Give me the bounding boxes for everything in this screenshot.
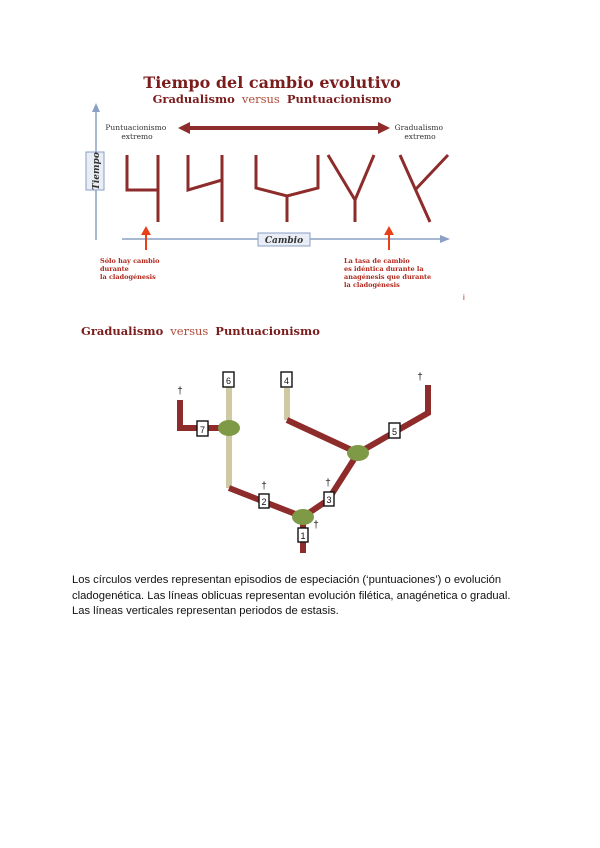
- svg-text:7: 7: [199, 425, 206, 435]
- caption-line-2: cladogenética. Las líneas oblicuas representan evolución filética, anagénetica o gradual.: [72, 589, 511, 602]
- label-6: [223, 372, 234, 387]
- label-2: [259, 494, 269, 508]
- label-5: [389, 423, 400, 438]
- pattern-gradual: [328, 155, 374, 222]
- heading-gradualismo: Gradualismo: [81, 324, 164, 338]
- label-4: [281, 372, 292, 387]
- tempo-figure: [0, 0, 600, 310]
- figure-title: Tiempo del cambio evolutivo: [143, 73, 401, 92]
- pattern-punctuated: [188, 155, 222, 222]
- left-note: Sólo hay cambio durante la cladogénesis: [100, 257, 160, 281]
- x-axis-label: Cambio: [264, 236, 304, 246]
- pattern-gradual-extreme: [400, 155, 448, 222]
- caption-line-1: Los círculos verdes representan episodios de especiación (‘puntuaciones’) o evolución: [72, 574, 502, 586]
- speciation-circle-lower: [292, 509, 314, 525]
- speciation-circle-left: [218, 420, 240, 436]
- svg-text:1: 1: [300, 531, 306, 541]
- corner-mark: i: [463, 293, 465, 302]
- label-7: [197, 421, 208, 436]
- y-axis-label: Tiempo: [92, 152, 102, 190]
- subtitle-gradualismo: Gradualismo: [152, 92, 235, 106]
- stasis-segments: [229, 385, 287, 488]
- right-extreme-label: Gradualismo extremo: [394, 123, 444, 141]
- spectrum-double-arrow: [178, 122, 390, 134]
- speciation-circle-middle: [347, 445, 369, 461]
- svg-text:5: 5: [391, 427, 398, 437]
- subtitle-versus: versus: [241, 92, 280, 106]
- svg-text:6: 6: [225, 376, 232, 386]
- dagger-7: †: [177, 386, 183, 397]
- right-note: La tasa de cambio es idéntica durante la anagénesis que durante la cladogénesis: [344, 257, 432, 289]
- figure-subtitle: [153, 92, 392, 106]
- label-1: [298, 528, 308, 542]
- pattern-intermediate: [256, 155, 318, 222]
- svg-text:2: 2: [261, 497, 267, 507]
- left-extreme-label: Puntuacionismo extremo: [105, 123, 167, 141]
- label-3: [324, 492, 334, 506]
- extinction-marks: [177, 372, 423, 531]
- phylogeny-figure: [0, 315, 600, 565]
- caption-line-3: Las líneas verticales representan periodos de estasis.: [72, 605, 339, 618]
- branching-patterns: [127, 155, 448, 222]
- caption: [72, 573, 542, 620]
- svg-text:3: 3: [326, 495, 332, 505]
- pattern-punctuated-extreme: [127, 155, 158, 222]
- subtitle-puntuacionismo: Puntuacionismo: [286, 92, 392, 106]
- y-axis-label-box: [86, 152, 104, 190]
- dagger-3: †: [325, 478, 331, 489]
- dagger-1: †: [313, 520, 319, 531]
- heading-puntuacionismo: Puntuacionismo: [215, 324, 320, 338]
- right-orange-arrow: [384, 226, 394, 250]
- svg-text:4: 4: [283, 376, 290, 386]
- x-axis-label-box: [258, 233, 310, 246]
- dagger-5: †: [417, 372, 423, 383]
- figure2-heading: [81, 324, 320, 338]
- heading-versus: versus: [170, 324, 209, 338]
- dagger-2: †: [261, 481, 267, 492]
- left-orange-arrow: [141, 226, 151, 250]
